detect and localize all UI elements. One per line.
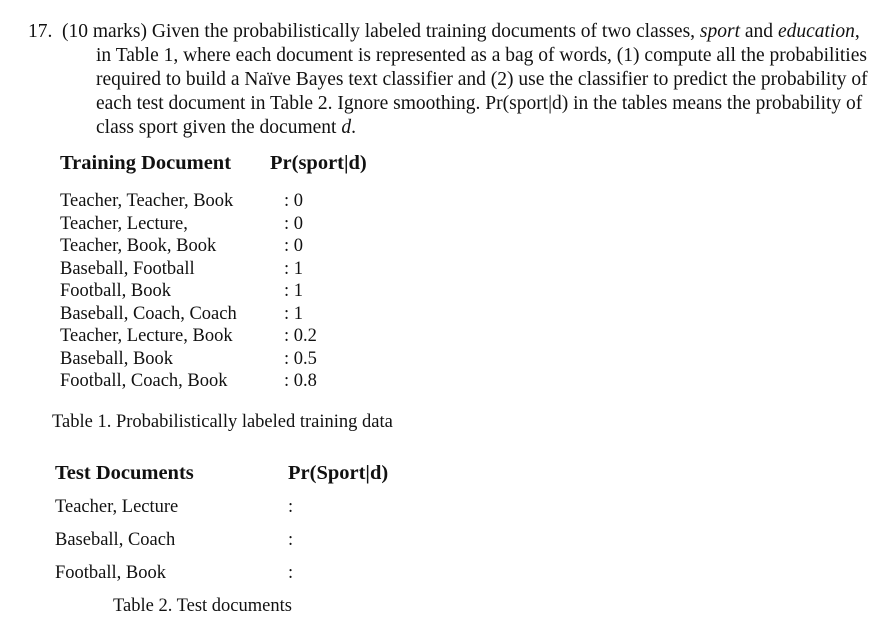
test-probability: : <box>288 563 294 583</box>
question-text-part: . <box>351 117 356 138</box>
training-probability: : 0 <box>284 213 304 234</box>
table1-header-document: Training Document <box>60 152 232 174</box>
question-text <box>62 20 868 140</box>
question-document-symbol: d <box>341 117 352 138</box>
table1-caption: Table 1. Probabilistically labeled training data <box>52 412 393 432</box>
test-document: Football, Book <box>55 563 167 583</box>
training-document: Football, Book <box>60 281 172 301</box>
question-text-part: and <box>740 21 778 42</box>
question-text-part: (10 marks) Given the probabilistically labeled training documents of two classes, <box>62 21 700 42</box>
test-document: Baseball, Coach <box>55 530 176 550</box>
training-probability: : 1 <box>284 303 304 324</box>
training-document: Teacher, Lecture, Book <box>60 326 233 346</box>
training-probability: : 0 <box>284 191 304 211</box>
training-probability: : 1 <box>284 258 304 279</box>
training-document: Teacher, Teacher, Book <box>60 191 234 211</box>
table-row <box>55 497 294 518</box>
test-document: Teacher, Lecture <box>55 497 179 517</box>
training-document: Baseball, Coach, Coach <box>60 303 237 324</box>
training-document: Baseball, Book <box>60 348 174 369</box>
training-probability: : 1 <box>284 281 304 301</box>
table-row <box>55 530 294 551</box>
training-probability: : 0.2 <box>284 326 317 346</box>
training-probability: : 0.8 <box>284 371 317 391</box>
training-probability: : 0 <box>284 236 304 256</box>
question-text-part: , in Table 1, where each document is represented as a bag of words, (1) compute all the probabilities required to build a Naïve Bayes text classifier and (2) use the classifier to predict the probability of each test document in Table 2. Ignore smoothing. Pr(sport|d) in the tables means the probability of class sport given the document <box>96 21 868 138</box>
training-document: Football, Coach, Book <box>60 371 228 391</box>
table1-header-probability: Pr(sport|d) <box>270 152 367 174</box>
table-row <box>55 563 294 584</box>
question-number: 17. <box>28 21 53 42</box>
question-class-education: education <box>777 21 855 42</box>
training-probability: : 0.5 <box>284 348 317 369</box>
test-probability: : <box>288 530 294 550</box>
table2-caption: Table 2. Test documents <box>113 596 292 616</box>
question-class-sport: sport <box>699 21 741 42</box>
table2-header-probability: Pr(Sport|d) <box>288 462 389 484</box>
training-document: Teacher, Lecture, <box>60 213 188 234</box>
table2-header-document: Test Documents <box>55 462 194 484</box>
question-block <box>28 20 868 140</box>
training-document: Teacher, Book, Book <box>60 236 217 256</box>
training-document: Baseball, Football <box>60 258 195 279</box>
test-probability: : <box>288 497 294 517</box>
